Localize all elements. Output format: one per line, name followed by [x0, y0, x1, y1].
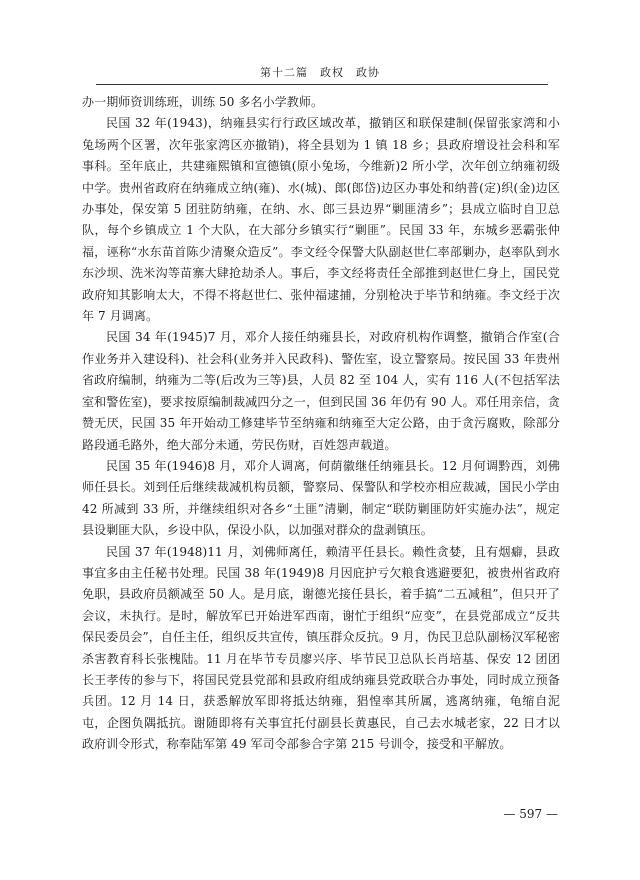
page-header: 第十二篇 政权 政协 [260, 66, 380, 79]
paragraph-continuation: 办一期师资训练班，训练 50 多名小学教师。 [82, 95, 324, 109]
paragraph-1945: 民国 34 年(1945)7 月，邓介人接任纳雍县长，对政府机构作调整，撤销合作室(合作业务并入建设科)、社会科(业务并入民政科)、警佐室，设立警察局。按民国 33 年贵州省政府编制，纳雍为二等(后改为三等)县，人员 82 至 104 人，实有 116 人(不包括军法室和警佐室)，要求按原编制裁减四分之一，但到民国 36 年仍有 90 人。邓任用亲信，贪赞无厌，民国 35 年开始动工修建毕节至纳雍和纳雍至大定公路，由于贪污腐败，除部分路段通毛路外，绝大部分未通，劳民伤财，百姓怨声载道。 [82, 330, 560, 452]
header-divider [96, 84, 548, 85]
paragraph-1946: 民国 35 年(1946)8 月，邓介人调离，何荫徽继任纳雍县长。12 月何调黔西，刘佛师任县长。刘到任后继续裁减机构员额，警察局、保警队和学校亦相应裁减，国民小学由 42 所减到 33 所，并继续组织对各乡“土匪”清剿，制定“联防剿匪防奸实施办法”，规定县设剿匪大队，乡设中队，保设小队，以加强对群众的盘剥镇压。 [82, 458, 560, 538]
page-number: — 597 — [503, 807, 558, 821]
body-text [82, 92, 560, 756]
paragraph-1948: 民国 37 年(1948)11 月，刘佛师离任，赖清平任县长。赖性贪婪，且有烟癖，县政事宜多由主任秘书处理。民国 38 年(1949)8 月因庇护亏欠粮食逃避要犯，被贵州省政府免职，县政府员额减至 50 人。是月底，谢德光接任县长，着手搞“二五减租”，但只开了会议，未执行。是时，解放军已开始进军西南，谢忙于组织“应变”，在县党部成立“反共保民委员会”，自任主任，组织反共宣传，镇压群众反抗。9 月，伪民卫总队副杨汉军秘密杀害教育科长张槐陆。11 月在毕节专员廖兴序、毕节民卫总队长肖培基、保安 12 团团长王孝传的参与下，将国民党县党部和县政府组成纳雍县党政联合办事处，同时成立预备兵团。12 月 14 日，获悉解放军即将抵达纳雍，猖惶率其所属，逃离纳雍，龟缩自泥屯，企图负隅抵抗。谢随即将有关事宜托付副县长黄惠民，自己去水城老家，22 日才以政府训令形式，称奉陆军第 49 军司令部参合字第 215 号训令，接受和平解放。 [82, 544, 560, 752]
paragraph-1943: 民国 32 年(1943)，纳雍县实行行政区域改革，撤销区和联保建制(保留张家湾和小兔场两个区署，次年张家湾区亦撤销)，将全县划为 1 镇 18 乡；县政府增设社会科和军事科。至年底止，共建雍熙镇和宣德镇(原小兔场，今维新)2 所小学，次年创立纳雍初级中学。贵州省政府在纳雍成立纳(雍)、水(城)、郎(郎岱)边区办事处和纳普(定)织(金)边区办事处，保安第 5 团驻防纳雍，在纳、水、郎三县边界“剿匪清乡”；县成立临时自卫总队，每个乡镇成立 1 个大队，在大部分乡镇实行“剿匪”。民国 33 年，东城乡恶霸张仲福，诬称“水东苗首陈少清聚众造反”。李文经令保警大队副赵世仁率部剿办，赵率队到水东沙坝、洗米沟等苗寨大肆抢劫杀人。事后，李文经将责任全部推到赵世仁身上，国民党政府知其影响太大，不得不将赵世仁、张仲福逮捕，分别枪决于毕节和纳雍。李文经于次年 7 月调离。 [82, 116, 560, 324]
